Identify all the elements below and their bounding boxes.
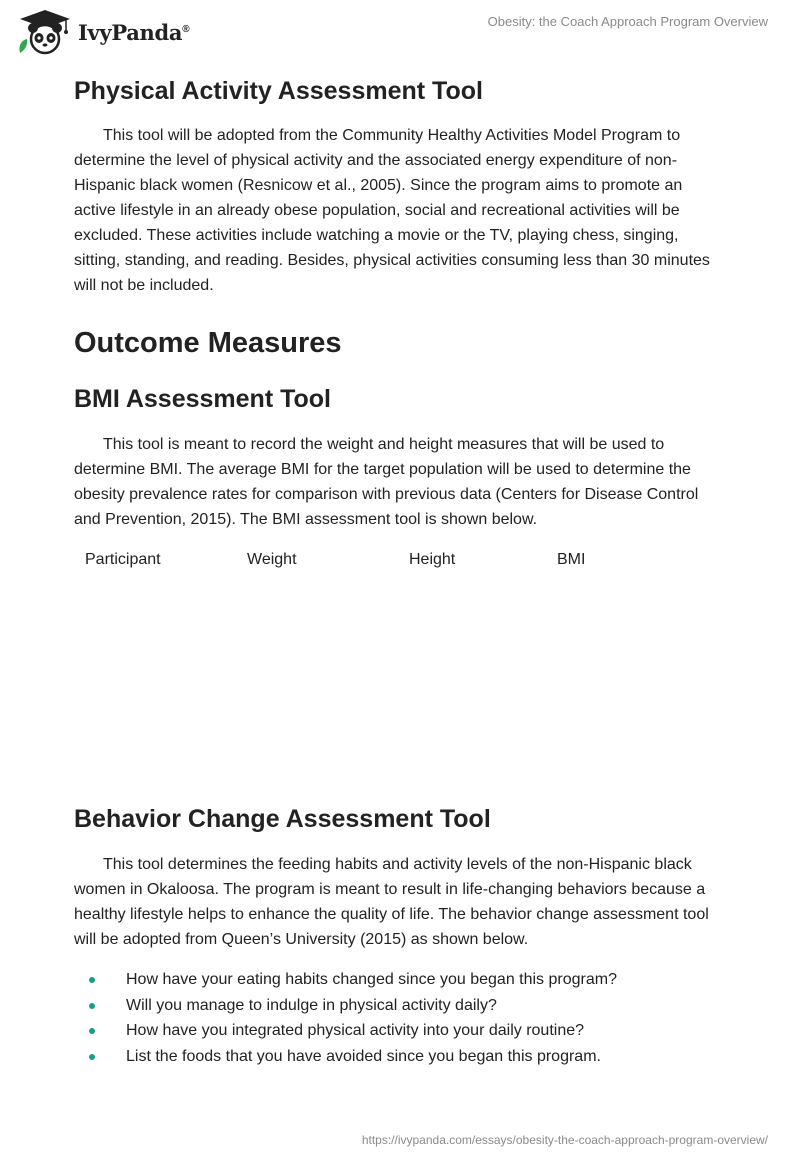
list-item: List the foods that you have avoided since you began this program.	[74, 1044, 724, 1070]
logo[interactable]	[16, 9, 189, 55]
list-item: Will you manage to indulge in physical activity daily?	[74, 993, 724, 1019]
table-header-bmi: BMI	[557, 551, 586, 568]
section-heading-bmi: BMI Assessment Tool	[74, 385, 331, 413]
section-heading-outcome-measures: Outcome Measures	[74, 327, 342, 359]
paragraph-physical-activity: This tool will be adopted from the Community Healthy Activities Model Program to determine the level of physical activity and the associated energy expenditure of non-Hispanic black women (Resnicow et al., 2005). Since the program aims to promote an active lifestyle in an already obese population, social and recreational activities will be excluded. These activities include watching a movie or the TV, playing chess, singing, sitting, standing, and reading. Besides, physical activities consuming less than 30 minutes will not be included.	[74, 127, 710, 294]
list-item: How have your eating habits changed since you began this program?	[74, 967, 724, 993]
questions-list	[74, 967, 724, 1069]
section-heading-physical-activity: Physical Activity Assessment Tool	[74, 77, 483, 105]
bullet-icon	[89, 1028, 95, 1034]
article-content	[74, 72, 724, 1069]
bullet-icon	[89, 1054, 95, 1060]
table-header-participant: Participant	[85, 551, 161, 568]
document-title: Obesity: the Coach Approach Program Overview	[487, 14, 768, 29]
bullet-icon	[89, 977, 95, 983]
logo-text: IvyPanda®	[78, 19, 190, 45]
footer-url-link[interactable]: https://ivypanda.com/essays/obesity-the-coach-approach-program-overview/	[361, 1133, 768, 1147]
paragraph-behavior-change: This tool determines the feeding habits and activity levels of the non-Hispanic black women in Okaloosa. The program is meant to result in life-changing behaviors because a healthy lifestyle helps to enhance the quality of life. The behavior change assessment tool will be adopted from Queen’s University (2015) as shown below.	[74, 856, 709, 948]
list-item: How have you integrated physical activity into your daily routine?	[74, 1018, 724, 1044]
section-heading-behavior-change: Behavior Change Assessment Tool	[74, 805, 491, 833]
table-header-weight: Weight	[247, 551, 297, 568]
bmi-table-header	[74, 548, 724, 572]
paragraph-bmi: This tool is meant to record the weight and height measures that will be used to determine BMI. The average BMI for the target population will be used to determine the obesity prevalence rates for comparison with previous data (Centers for Disease Control and Prevention, 2015). The BMI assessment tool is shown below.	[74, 436, 699, 528]
table-header-height: Height	[409, 551, 456, 568]
header	[0, 0, 800, 64]
panda-logo-icon	[16, 9, 74, 55]
bullet-icon	[89, 1003, 95, 1009]
